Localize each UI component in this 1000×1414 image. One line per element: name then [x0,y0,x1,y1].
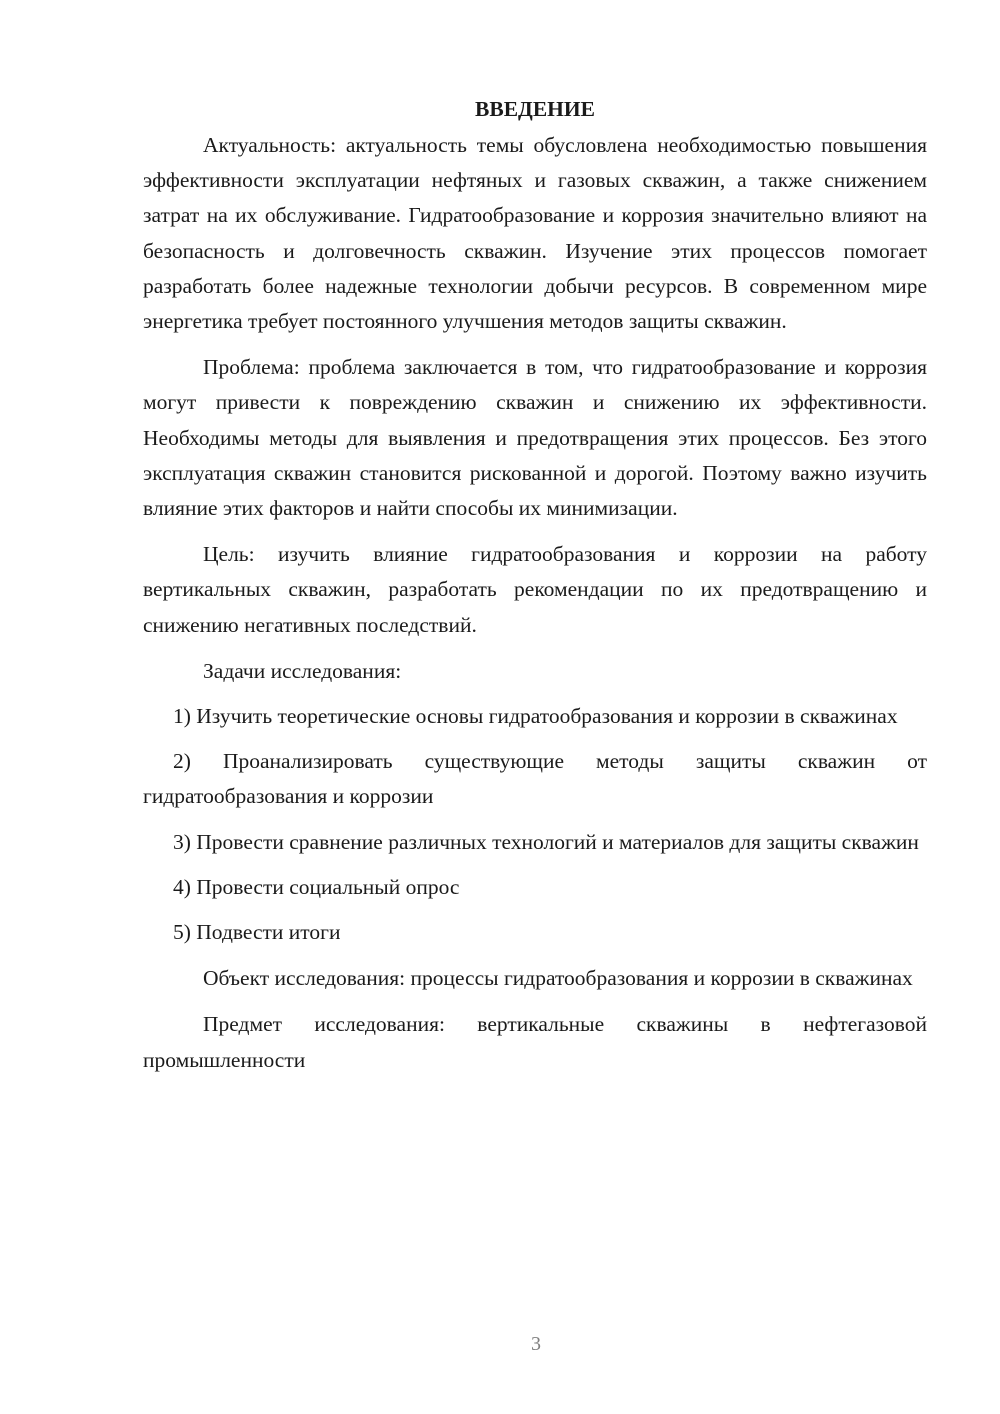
task-item: 1) Изучить теоретические основы гидратообразования и коррозии в скважинах [173,704,898,729]
paragraph-object: Объект исследования: процессы гидратообразования и коррозии в скважинах [203,966,913,991]
paragraph-subject: Предмет исследования: вертикальные скважины в нефтегазовой промышленности [143,1012,927,1072]
paragraph-goal: Цель: изучить влияние гидратообразования и коррозии на работу вертикальных скважин, разработать рекомендации по их предотвращению и снижению негативных последствий. [143,542,927,637]
section-title: ВВЕДЕНИЕ [475,97,595,121]
paragraph-relevance: Актуальность: актуальность темы обусловлена необходимостью повышения эффективности эксплуатации нефтяных и газовых скважин, а также снижением затрат на их обслуживание. Гидратообразование и коррозия значительно влияют на безопасность и долговечность скважин. Изучение этих процессов помогает разработать более надежные технологии добычи ресурсов. В современном мире энергетика требует постоянного улучшения методов защиты скважин. [143,133,927,334]
tasks-heading: Задачи исследования: [203,658,402,683]
paragraph-problem: Проблема: проблема заключается в том, что гидратообразование и коррозия могут привести к повреждению скважин и снижению их эффективности. Необходимы методы для выявления и предотвращения этих процессов. Без этого эксплуатация скважин становится рискованной и дорогой. Поэтому важно изучить влияние этих факторов и найти способы их минимизации. [143,355,927,521]
page-number: 3 [531,1333,541,1355]
task-list [143,699,927,950]
document-page [143,92,927,1078]
task-item: 2) Проанализировать существующие методы защиты скважин от гидратообразования и коррозии [143,749,927,809]
task-item: 3) Провести сравнение различных технологий и материалов для защиты скважин [173,829,919,854]
task-item: 5) Подвести итоги [173,920,341,945]
task-item: 4) Провести социальный опрос [173,874,460,899]
